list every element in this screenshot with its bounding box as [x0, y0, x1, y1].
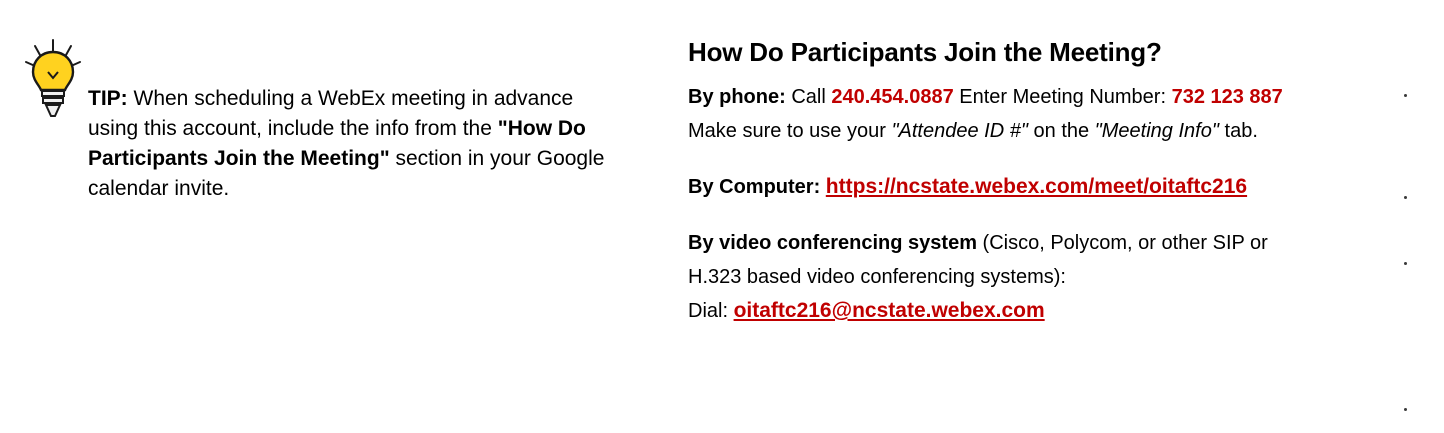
video-label: By video conferencing system [688, 232, 977, 254]
webex-meeting-link[interactable]: https://ncstate.webex.com/meet/oitaftc216 [825, 175, 1248, 198]
scan-artifact-dot [1404, 196, 1407, 199]
tip-body-part1: When scheduling a WebEx meeting in advance using this account, include the info from the [88, 87, 574, 140]
scan-artifact-dot [1404, 94, 1407, 97]
lightbulb-icon [22, 38, 84, 124]
meeting-number: 732 123 887 [1171, 86, 1283, 108]
sip-dial-link[interactable]: oitaftc216@ncstate.webex.com [733, 299, 1045, 322]
tip-text [84, 36, 608, 204]
spacer-1 [688, 150, 1418, 172]
tip-body-part2: section in your Google calendar invite. [88, 147, 605, 200]
computer-line [688, 172, 1418, 202]
phone-label: By phone: [688, 86, 786, 108]
join-info-section [688, 36, 1418, 330]
tip-block [22, 36, 612, 204]
page-title: How Do Participants Join the Meeting? [688, 37, 1162, 67]
attendee-id-text: "Attendee ID #" [891, 120, 1028, 142]
video-paren-text: (Cisco, Polycom, or other SIP or [976, 232, 1268, 254]
tip-label: TIP: [88, 87, 128, 110]
dial-label: Dial: [688, 300, 734, 322]
phone-number: 240.454.0887 [831, 86, 954, 108]
attendee-note-middle: on the [1027, 120, 1095, 142]
attendee-note [688, 116, 1418, 146]
video-line-2: H.323 based video conferencing systems): [688, 266, 1066, 288]
spacer-2 [688, 206, 1418, 228]
tip-bold-phrase: "How Do Participants Join the Meeting" [88, 117, 586, 170]
scan-artifact-dot [1404, 262, 1407, 265]
computer-label: By Computer: [688, 176, 821, 198]
dial-line [688, 296, 1418, 326]
video-line-1 [688, 228, 1418, 258]
scan-artifact-dot [1404, 408, 1407, 411]
phone-enter-text: Enter Meeting Number: [953, 86, 1172, 108]
attendee-note-prefix: Make sure to use your [688, 120, 892, 142]
attendee-note-suffix: tab. [1218, 120, 1258, 142]
phone-call-text: Call [785, 86, 832, 108]
phone-line [688, 82, 1418, 112]
meeting-info-tab-text: "Meeting Info" [1094, 120, 1219, 142]
